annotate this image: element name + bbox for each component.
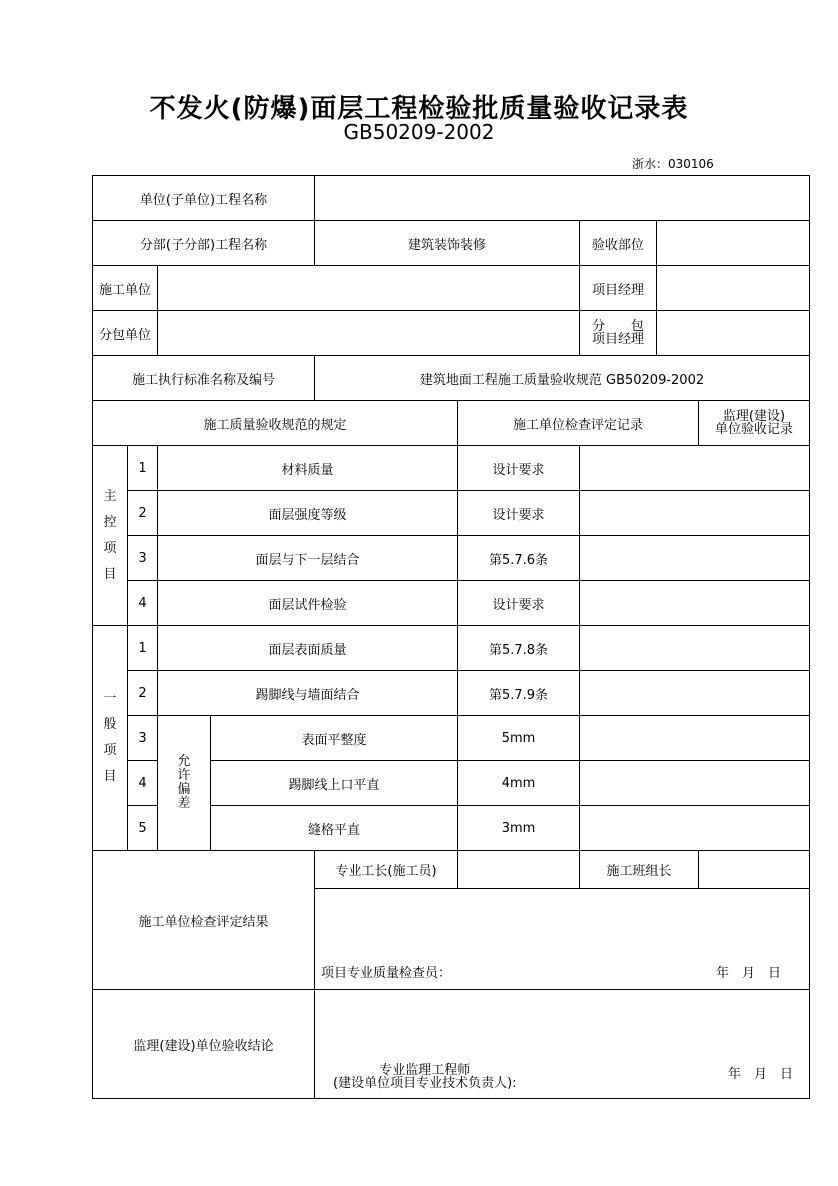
item-no: 4	[128, 761, 158, 806]
item-check-record[interactable]	[580, 671, 810, 716]
item-requirement: 第5.7.8条	[458, 626, 580, 671]
spec-column-header: 施工质量验收规范的规定	[93, 401, 458, 446]
supervise-column-header: 监理(建设) 单位验收记录	[699, 401, 810, 446]
item-requirement: 4mm	[458, 761, 580, 806]
sub-pm-label: 分 包 项目经理	[580, 311, 657, 356]
item-no: 4	[128, 581, 158, 626]
contractor-value[interactable]	[158, 266, 580, 311]
measure-grid[interactable]	[580, 716, 810, 761]
item-requirement: 设计要求	[458, 446, 580, 491]
item-check-record[interactable]	[580, 446, 810, 491]
contractor-label: 施工单位	[93, 266, 158, 311]
item-requirement: 第5.7.9条	[458, 671, 580, 716]
item-name: 面层表面质量	[158, 626, 458, 671]
item-check-record[interactable]	[580, 491, 810, 536]
item-no: 2	[128, 491, 158, 536]
sub-project-value[interactable]: 建筑装饰装修	[315, 221, 580, 266]
item-name: 面层试件检验	[158, 581, 458, 626]
item-name: 面层强度等级	[158, 491, 458, 536]
supervisor-signature-area[interactable]	[315, 990, 810, 1099]
sub-project-label: 分部(子分部)工程名称	[93, 221, 315, 266]
contractor-signature-area[interactable]	[315, 889, 810, 990]
date-label: 年 月 日	[715, 966, 781, 981]
item-name: 踢脚线与墙面结合	[158, 671, 458, 716]
subcontractor-value[interactable]	[158, 311, 580, 356]
item-name: 踢脚线上口平直	[211, 761, 458, 806]
main-group-label: 主控项目	[93, 446, 128, 626]
item-requirement: 5mm	[458, 716, 580, 761]
item-no: 1	[128, 626, 158, 671]
standard-code: GB50209-2002	[343, 120, 495, 144]
item-no: 1	[128, 446, 158, 491]
item-no: 3	[128, 536, 158, 581]
subcontractor-label: 分包单位	[93, 311, 158, 356]
item-requirement: 设计要求	[458, 581, 580, 626]
check-column-header: 施工单位检查评定记录	[458, 401, 699, 446]
supervisor-conclusion-label: 监理(建设)单位验收结论	[93, 990, 315, 1099]
item-check-record[interactable]	[580, 536, 810, 581]
unit-project-label: 单位(子单位)工程名称	[93, 176, 315, 221]
measure-grid[interactable]	[580, 806, 810, 851]
item-name: 面层与下一层结合	[158, 536, 458, 581]
pm-label: 项目经理	[580, 266, 657, 311]
team-leader-value[interactable]	[699, 851, 810, 889]
item-check-record[interactable]	[580, 581, 810, 626]
item-name: 材料质量	[158, 446, 458, 491]
foreman-label: 专业工长(施工员)	[315, 851, 458, 889]
item-name: 缝格平直	[211, 806, 458, 851]
item-no: 3	[128, 716, 158, 761]
item-requirement: 设计要求	[458, 491, 580, 536]
engineer-sub-label: (建设单位项目专业技术负责人):	[333, 1076, 517, 1091]
sub-pm-value[interactable]	[657, 311, 810, 356]
contractor-result-label: 施工单位检查评定结果	[93, 851, 315, 990]
inspection-table	[92, 175, 810, 1099]
general-group-label: 一般项目	[93, 626, 128, 851]
item-requirement: 3mm	[458, 806, 580, 851]
inspector-label: 项目专业质量检查员：	[321, 966, 452, 981]
foreman-value[interactable]	[458, 851, 580, 889]
item-no: 2	[128, 671, 158, 716]
item-requirement: 第5.7.6条	[458, 536, 580, 581]
form-title: 不发火(防爆)面层工程检验批质量验收记录表	[149, 94, 689, 124]
exec-std-label: 施工执行标准名称及编号	[93, 356, 315, 401]
engineer-label: 专业监理工程师	[379, 1063, 471, 1078]
tolerance-label: 允许偏差	[158, 716, 211, 851]
pm-value[interactable]	[657, 266, 810, 311]
item-no: 5	[128, 806, 158, 851]
unit-project-value[interactable]	[315, 176, 810, 221]
item-check-record[interactable]	[580, 626, 810, 671]
team-leader-label: 施工班组长	[580, 851, 699, 889]
exec-std-value: 建筑地面工程施工质量验收规范 GB50209-2002	[315, 356, 810, 401]
form-code: 浙水：030106	[632, 157, 714, 171]
accept-part-value[interactable]	[657, 221, 810, 266]
date-label: 年 月 日	[727, 1067, 793, 1082]
accept-part-label: 验收部位	[580, 221, 657, 266]
item-name: 表面平整度	[211, 716, 458, 761]
measure-grid[interactable]	[580, 761, 810, 806]
